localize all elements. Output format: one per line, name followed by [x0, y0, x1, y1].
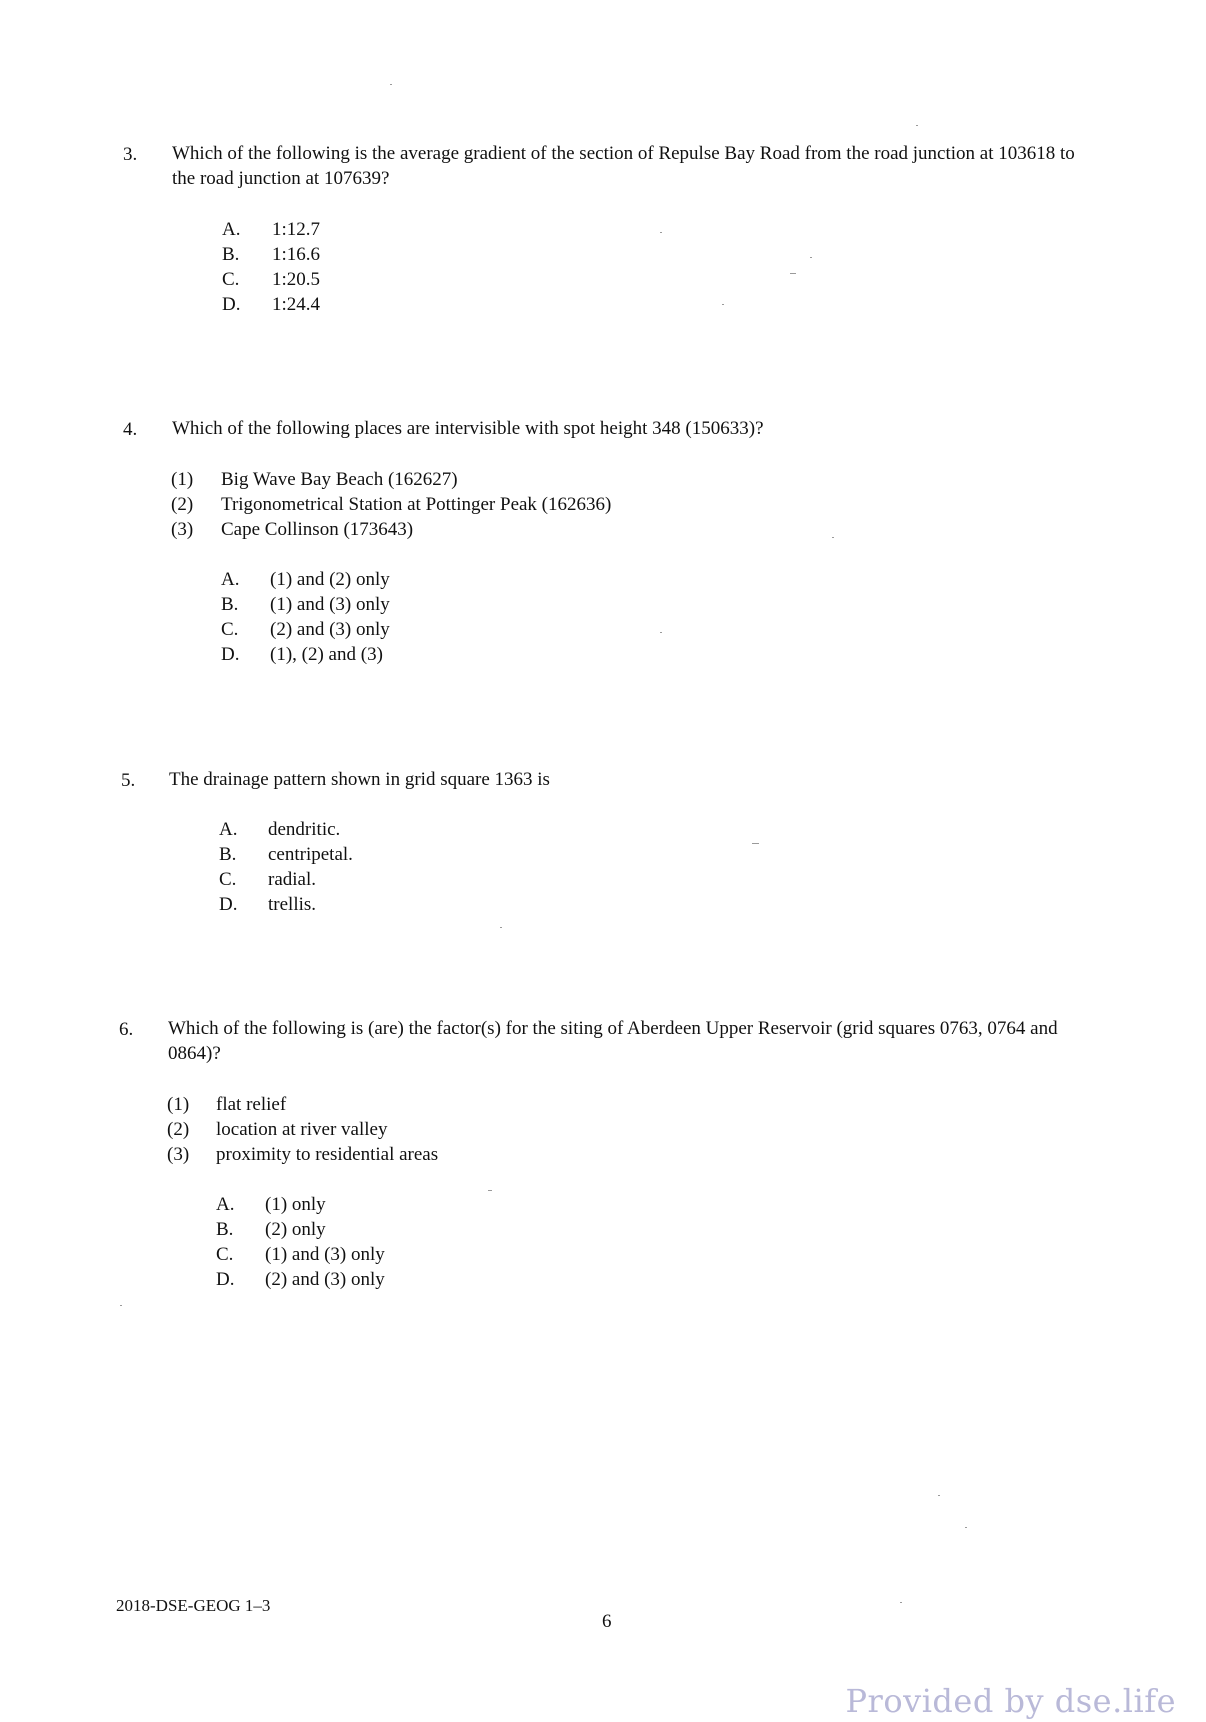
option-text: centripetal.: [268, 844, 353, 865]
option-label: D.: [221, 644, 240, 665]
question-text: Which of the following is the average gradient of the section of Repulse Bay Road from the road junction at 103618 to the road junction at 107639?: [172, 143, 1075, 189]
option-label: A.: [216, 1194, 235, 1215]
option-text: radial.: [268, 869, 317, 890]
option-label: C.: [222, 269, 240, 290]
statement-label: (3): [167, 1144, 190, 1165]
question-text: Which of the following places are intervisible with spot height 348 (150633)?: [172, 418, 764, 439]
option-text: (2) and (3) only: [265, 1269, 385, 1290]
statement-text: location at river valley: [216, 1119, 388, 1140]
option-text: (1), (2) and (3): [270, 644, 383, 665]
statement-label: (2): [167, 1119, 190, 1140]
option-text: (2) and (3) only: [270, 619, 390, 640]
option-label: A.: [219, 819, 238, 840]
option-label: D.: [216, 1269, 235, 1290]
option-label: C.: [216, 1244, 234, 1265]
option-text: (1) and (2) only: [270, 569, 390, 590]
question-number: 3.: [123, 144, 138, 165]
question-text: The drainage pattern shown in grid square 1363 is: [169, 769, 550, 790]
question-number: 4.: [123, 419, 138, 440]
question-number: 5.: [121, 770, 136, 791]
option-label: D.: [222, 294, 241, 315]
option-text: (1) and (3) only: [265, 1244, 385, 1265]
option-text: (2) only: [265, 1219, 326, 1240]
statement-label: (2): [171, 494, 194, 515]
option-label: B.: [216, 1219, 234, 1240]
option-label: A.: [222, 219, 241, 240]
option-label: D.: [219, 894, 238, 915]
option-text: (1) and (3) only: [270, 594, 390, 615]
option-text: 1:24.4: [272, 294, 321, 315]
page-number: 6: [602, 1611, 612, 1632]
option-label: A.: [221, 569, 240, 590]
statement-text: Cape Collinson (173643): [221, 519, 414, 540]
option-label: B.: [221, 594, 239, 615]
option-label: B.: [222, 244, 240, 265]
option-text: (1) only: [265, 1194, 326, 1215]
statement-label: (1): [171, 469, 194, 490]
statement-text: flat relief: [216, 1094, 287, 1115]
statement-text: proximity to residential areas: [216, 1144, 439, 1165]
watermark: Provided by dse.life: [845, 1682, 1176, 1720]
option-label: B.: [219, 844, 237, 865]
option-text: 1:20.5: [272, 269, 321, 290]
option-label: C.: [221, 619, 239, 640]
option-text: trellis.: [268, 894, 317, 915]
statement-label: (1): [167, 1094, 190, 1115]
statement-text: Trigonometrical Station at Pottinger Peak (162636): [221, 494, 612, 515]
question-text: Which of the following is (are) the factor(s) for the siting of Aberdeen Upper Reservoir (grid squares 0763, 0764 and 0864)?: [168, 1018, 1058, 1064]
option-text: 1:12.7: [272, 219, 321, 240]
statement-label: (3): [171, 519, 194, 540]
paper-code: 2018-DSE-GEOG 1–3: [116, 1596, 271, 1615]
option-label: C.: [219, 869, 237, 890]
option-text: 1:16.6: [272, 244, 321, 265]
option-text: dendritic.: [268, 819, 341, 840]
question-number: 6.: [119, 1019, 134, 1040]
statement-text: Big Wave Bay Beach (162627): [221, 469, 458, 490]
